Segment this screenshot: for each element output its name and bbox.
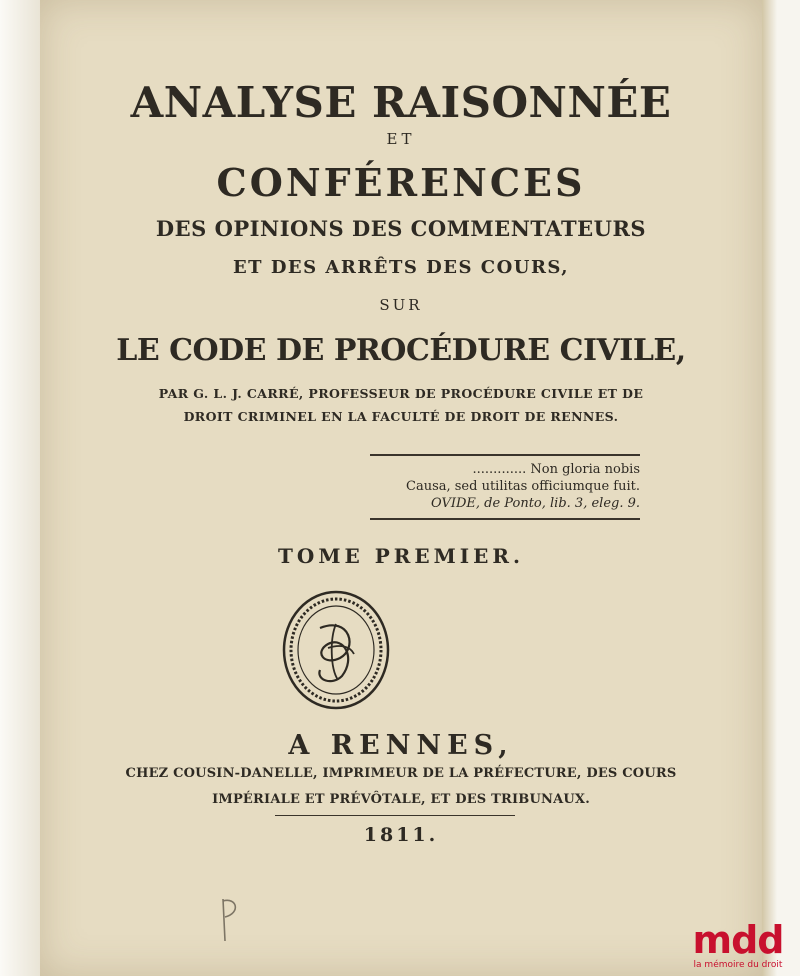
author-line-1: PAR G. L. J. CARRÉ, PROFESSEUR DE PROCÉDURE CIVILE ET DE (158, 386, 644, 401)
page-right-margin (762, 0, 800, 976)
mdd-watermark-logo (678, 920, 798, 976)
place-of-publication: A RENNES, (288, 730, 514, 761)
title-sur: SUR (379, 296, 423, 314)
publication-year: 1811. (363, 824, 439, 846)
epigraph-top-rule (370, 454, 640, 456)
imprint-line-2: IMPÉRIALE ET PRÉVÔTALE, ET DES TRIBUNAUX. (212, 792, 590, 807)
title-conferences: CONFÉRENCES (216, 160, 586, 205)
epigraph-line-2: Causa, sed utilitas officiumque fuit. (406, 479, 640, 494)
epigraph-bottom-rule (370, 518, 640, 520)
volume-label: TOME PREMIER. (278, 544, 524, 568)
pencil-mark-icon (215, 895, 245, 947)
title-et: ET (386, 130, 416, 148)
mdd-brand: mdd (692, 918, 784, 962)
mdd-tagline: la mémoire du droit (693, 960, 783, 970)
epigraph-attribution: OVIDE, de Ponto, lib. 3, eleg. 9. (431, 496, 640, 511)
imprint-rule (275, 815, 515, 816)
title-page (40, 0, 762, 976)
title-analyse-raisonnee: ANALYSE RAISONNÉE (130, 78, 672, 127)
epigraph-line-1: ............. Non gloria nobis (472, 462, 640, 477)
title-code-procedure: LE CODE DE PROCÉDURE CIVILE, (116, 333, 686, 368)
imprint-line-1: CHEZ COUSIN-DANELLE, IMPRIMEUR DE LA PRÉFECTURE, DES COURS (125, 766, 677, 781)
author-line-2: DROIT CRIMINEL EN LA FACULTÉ DE DROIT DE RENNES. (183, 409, 619, 424)
title-des-arrets: ET DES ARRÊTS DES COURS, (232, 257, 570, 278)
page-left-margin (0, 0, 40, 976)
title-des-opinions: DES OPINIONS DES COMMENTATEURS (155, 216, 647, 241)
monogram-ornament-icon (280, 588, 392, 712)
